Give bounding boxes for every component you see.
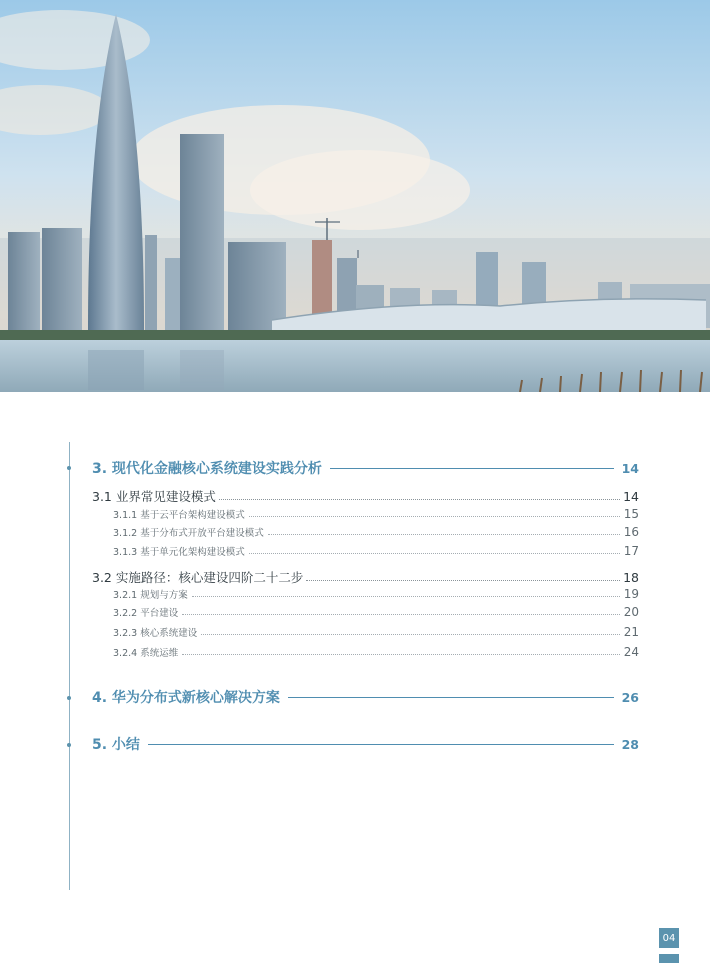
- leader-dots: [219, 499, 620, 500]
- toc-item-3-2-2[interactable]: [113, 604, 639, 620]
- leader-dots: [268, 534, 620, 535]
- toc-page: 19: [623, 587, 639, 601]
- leader-dots: [182, 614, 620, 615]
- toc-item-3-2-4[interactable]: [113, 644, 639, 660]
- toc-item-3-1-2[interactable]: [113, 524, 639, 540]
- toc-title: 3.1.2 基于分布式开放平台建设模式: [113, 528, 264, 539]
- toc-title: 4. 华为分布式新核心解决方案: [92, 690, 280, 706]
- toc-page: 26: [621, 689, 639, 705]
- toc-title: 3.2 实施路径：核心建设四阶二十二步: [92, 570, 304, 585]
- toc-title: 3. 现代化金融核心系统建设实践分析: [92, 461, 322, 477]
- leader-dots: [306, 580, 620, 581]
- toc-section-3[interactable]: [92, 458, 639, 478]
- toc-page: 16: [623, 525, 639, 539]
- toc-page: 28: [621, 736, 639, 752]
- leader-dots: [192, 596, 620, 597]
- leader-dots: [182, 654, 620, 655]
- toc-page: 21: [623, 625, 639, 639]
- leader-line: [330, 468, 614, 469]
- toc-page: 17: [623, 544, 639, 558]
- bullet-dot: [67, 743, 71, 747]
- toc-item-3-2-3[interactable]: [113, 624, 639, 640]
- toc-item-3-2-1[interactable]: [113, 586, 639, 602]
- toc-title: 3.2.3 核心系统建设: [113, 628, 198, 639]
- leader-dots: [249, 553, 620, 554]
- toc-page: 15: [623, 507, 639, 521]
- leader-line: [288, 697, 614, 698]
- toc-title: 3.1.3 基于单元化架构建设模式: [113, 547, 245, 558]
- toc-section-5[interactable]: [92, 734, 639, 754]
- page-number: 04: [659, 928, 679, 948]
- hero-cityscape-image: [0, 0, 710, 392]
- toc-vertical-rule: [69, 442, 70, 890]
- leader-dots: [249, 516, 620, 517]
- toc-title: 5. 小结: [92, 737, 140, 753]
- toc-item-3-1[interactable]: [92, 487, 639, 505]
- toc-section-4[interactable]: [92, 687, 639, 707]
- leader-dots: [201, 634, 620, 635]
- toc-page: 24: [623, 645, 639, 659]
- toc-title: 3.1 业界常见建设模式: [92, 489, 216, 504]
- toc-page: 14: [621, 460, 639, 476]
- toc-title: 3.2.4 系统运维: [113, 648, 179, 659]
- toc-title: 3.2.2 平台建设: [113, 608, 179, 619]
- toc-page: 18: [623, 569, 639, 585]
- toc-item-3-2[interactable]: [92, 568, 639, 586]
- toc-page: 14: [623, 488, 639, 504]
- bullet-dot: [67, 466, 71, 470]
- toc-item-3-1-3[interactable]: [113, 543, 639, 559]
- leader-line: [148, 744, 614, 745]
- toc-page: 20: [623, 605, 639, 619]
- bullet-dot: [67, 696, 71, 700]
- toc-item-3-1-1[interactable]: [113, 506, 639, 522]
- toc-title: 3.2.1 规划与方案: [113, 590, 188, 601]
- page-number-bar: [659, 954, 679, 963]
- toc-title: 3.1.1 基于云平台架构建设模式: [113, 510, 245, 521]
